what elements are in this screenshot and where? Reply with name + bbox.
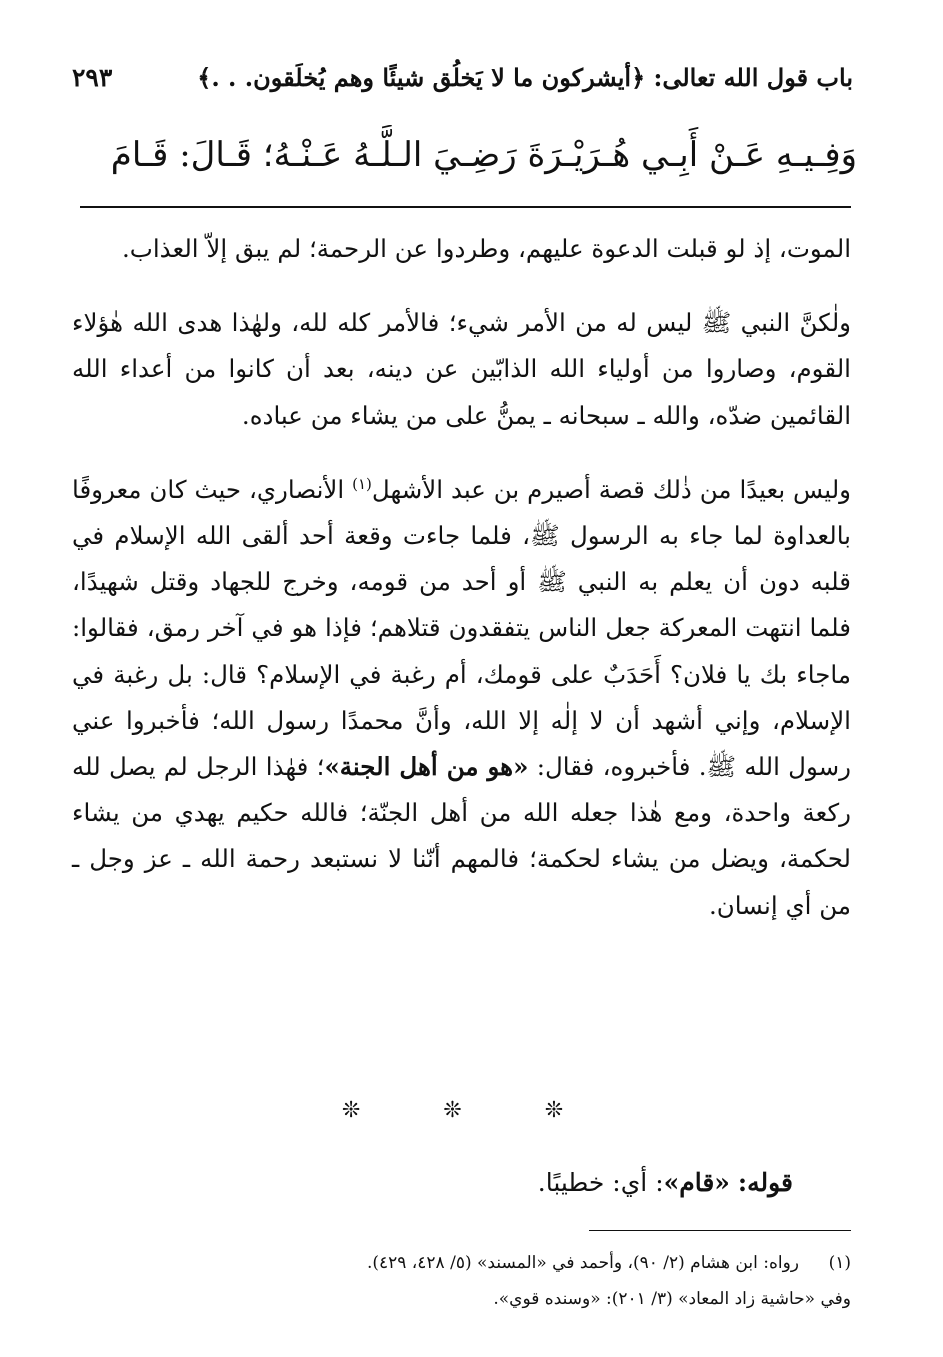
footnotes [180,1245,851,1317]
paragraph-3 [72,467,851,929]
footnote-1 [180,1245,851,1281]
chapter-title: باب قول الله تعالى: ﴿أيشركون ما لا يَخلُق شيئًا وهم يُخلَقون. . .﴾ [197,62,853,92]
qawluh-line [538,1168,793,1197]
footnote-divider [589,1230,851,1231]
hadith-quote: «هو من أهل الجنة» [324,752,529,782]
page-number: ٢٩٣ [72,62,113,92]
section-separator: ❊ ❊ ❊ [341,1098,602,1123]
qawluh-term: «قام» [663,1168,730,1197]
footnote-1-text: رواه: ابن هشام (٢/ ٩٠)، وأحمد في «المسند» (٥/ ٤٢٨، ٤٢٩). [366,1253,799,1273]
paragraph-2: ولٰكنَّ النبي ﷺ ليس له من الأمر شيء؛ فالأمر كله لله، ولهٰذا هدى الله هٰؤلاء القوم، وصاروا من أولياء الله الذابّين عن دينه، بعد أن كانوا من أعداء الله القائمين ضدّه، والله ـ سبحانه ـ يمنُّ على من يشاء من عباده. [72,308,851,430]
qawluh-label: قوله: [737,1168,793,1197]
running-header [72,52,853,102]
paragraph-3-part-a: وليس بعيدًا من ذٰلك قصة أصيرم بن عبد الأشهل [371,474,851,504]
paragraph-3-part-b: الأنصاري، حيث كان معروفًا بالعداوة لما جاء به الرسول ﷺ، فلما جاءت وقعة أحد ألقى الله الإسلام في قلبه دون أن يعلم به النبي ﷺ أو أحد من قومه، وخرج للجهاد وقتل شهيدًا، فلما انتهت المعركة جعل الناس يتفقدون قتلاهم؛ فإذا هو في آخر رمق، فقالوا: ماجاء بك يا فلان؟ أَحَدَبٌ على قومك، أم رغبة في الإسلام؟ قال: بل رغبة في الإسلام، وإني أشهد أن لا إلٰه إلا الله، وأنَّ محمدًا رسول الله؛ فأخبروا عني رسول الله ﷺ. فأخبروه، فقال: [72,474,851,782]
footnote-number: (١) [828,1253,851,1273]
paragraph-1: الموت، إذ لو قبلت الدعوة عليهم، وطردوا عن الرحمة؛ لم يبق إلاّ العذاب. [122,234,851,263]
qawluh-gloss: : أي: خطيبًا. [537,1168,664,1197]
header-divider [80,206,851,208]
footnote-1-continuation [180,1281,851,1317]
paragraph-3-part-c: ؛ فهٰذا الرجل لم يصل لله ركعة واحدة، ومع هٰذا جعله الله من أهل الجنّة؛ فالله حكيم يهدي من يشاء لحكمة، ويضل من يشاء لحكمة؛ فالمهم أنّنا لا نستبعد رحمة الله ـ عز وجل ـ من أي إنسان. [72,752,851,920]
commentary-body [72,226,851,929]
footnote-reference[interactable]: (١) [352,474,372,493]
footnote-1-text-2: وفي «حاشية زاد المعاد» (٣/ ٢٠١): «وسنده قوي». [493,1289,851,1309]
matn-text: وَفِـيـهِ عَـنْ أَبِـي هُـرَيْـرَةَ رَضِـيَ الـلَّـهُ عَـنْـهُ؛ قَـالَ: قَـامَ [110,135,857,175]
